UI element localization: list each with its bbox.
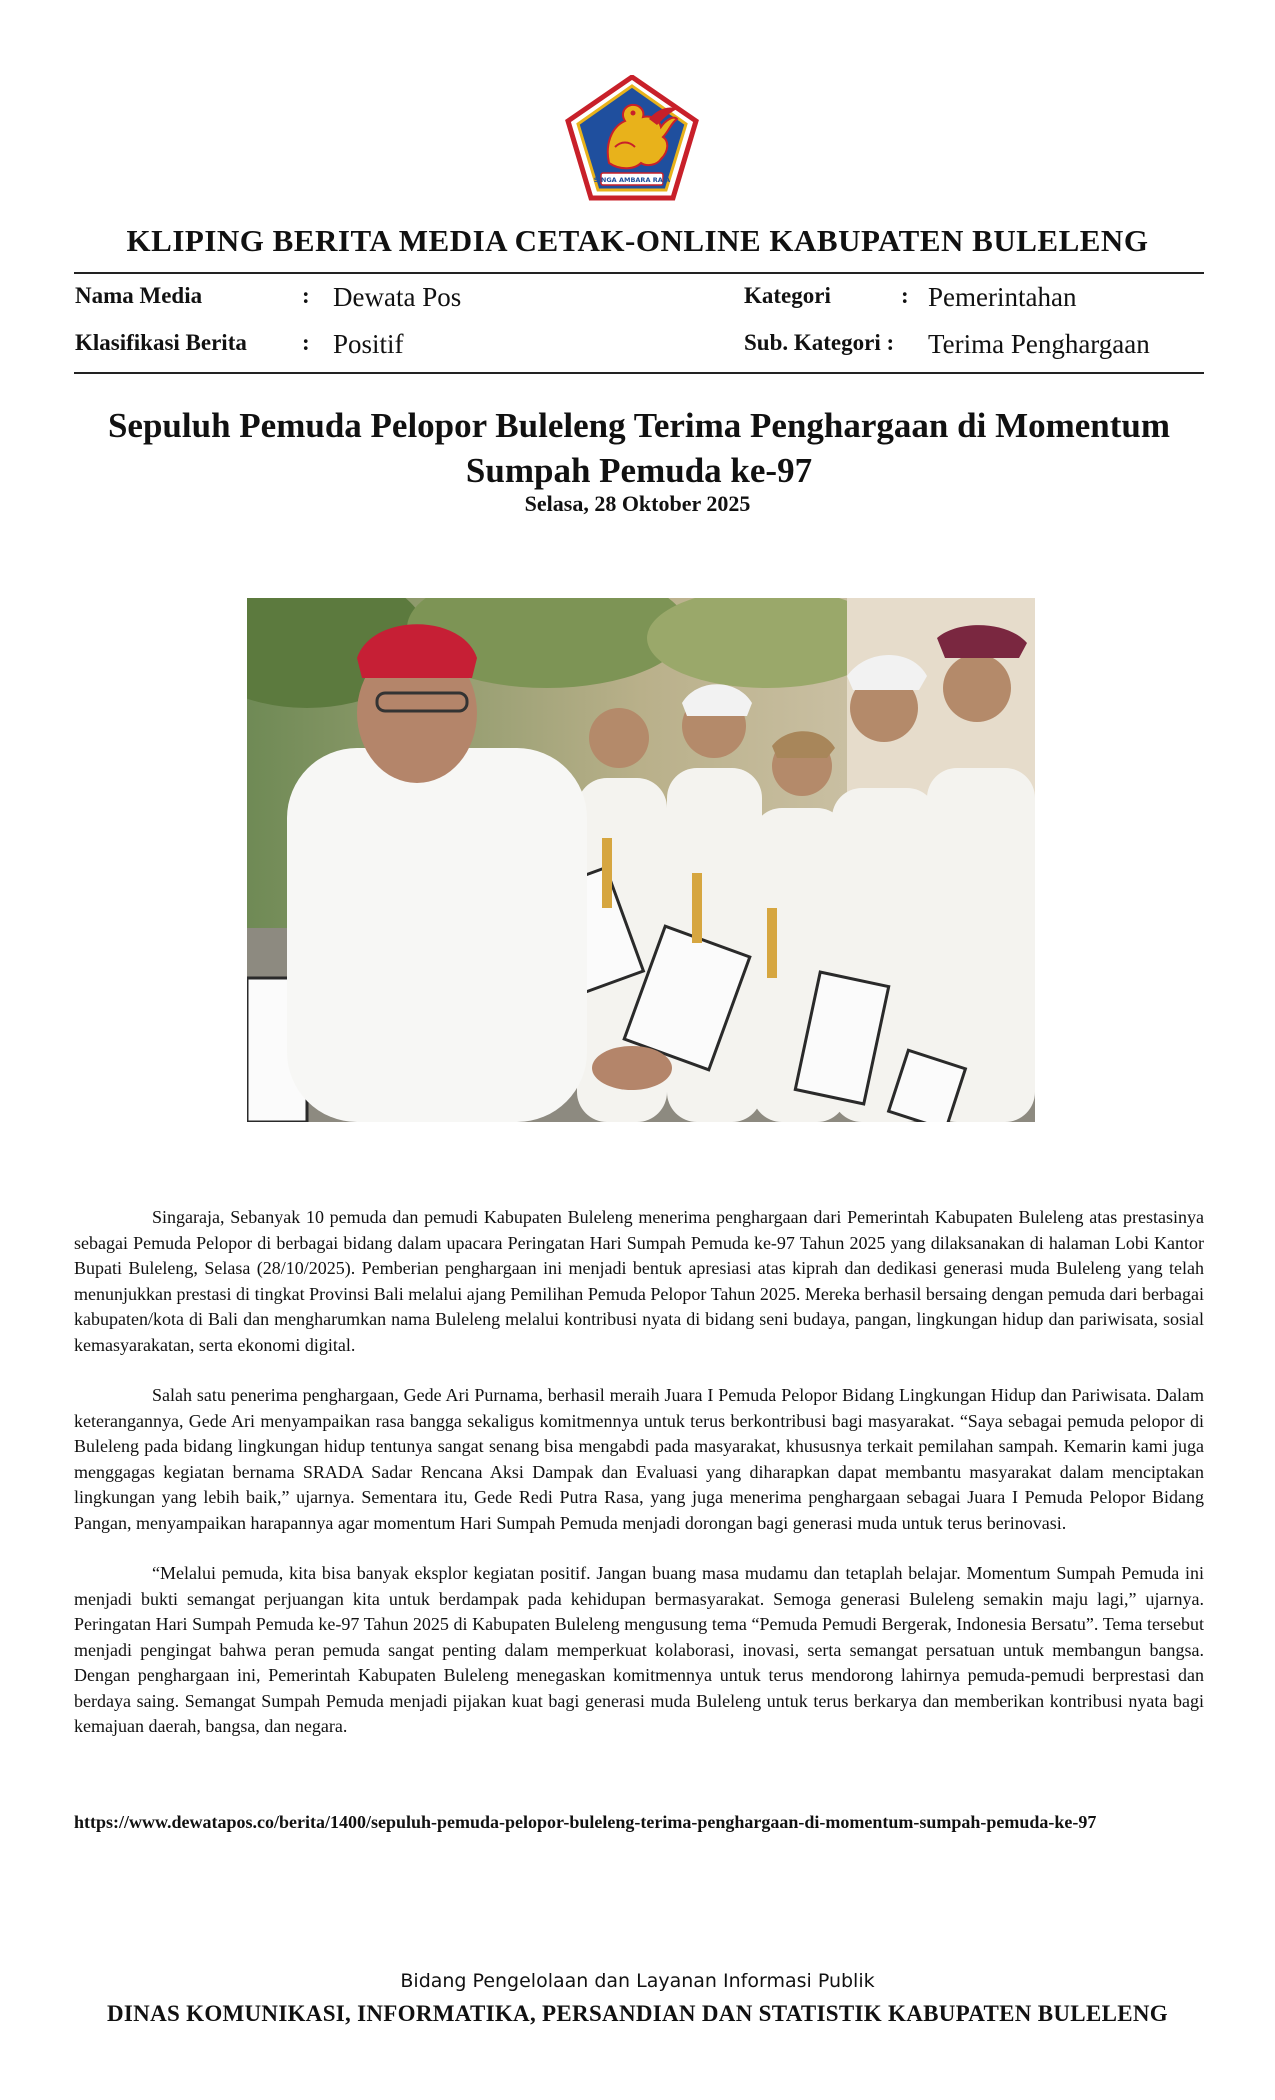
header-divider-bottom — [74, 372, 1204, 374]
article-paragraph: “Melalui pemuda, kita bisa banyak eksplor kegiatan positif. Jangan buang masa mudamu dan tetaplah belajar. Momentum Sumpah Pemuda ini menjadi bukti semangat perjuangan kita untuk berdampak pada kehidupan bermasyarakat. Semoga generasi Buleleng semakin maju lagi,” ujarnya. Peringatan Hari Sumpah Pemuda ke-97 Tahun 2025 di Kabupaten Buleleng mengusung tema “Pemuda Pemudi Bergerak, Indonesia Bersatu”. Tema tersebut menjadi pengingat bahwa peran pemuda sangat penting dalam memperkuat kolaborasi, inovasi, serta semangat persatuan untuk membangun bangsa. Dengan penghargaan ini, Pemerintah Kabupaten Buleleng menegaskan komitmennya untuk terus mendorong lahirnya pemuda-pemudi berprestasi dan berdaya saing. Semangat Sumpah Pemuda menjadi pijakan kuat bagi generasi muda Buleleng untuk terus berkarya dan memberikan kontribusi nyata bagi kemajuan daerah, bangsa, dan negara. — [74, 1563, 1204, 1736]
logo-motto: SINGA AMBARA RAJA — [593, 176, 671, 184]
category-colon: : — [901, 283, 909, 308]
article-date: Selasa, 28 Oktober 2025 — [524, 491, 751, 516]
subcategory-value: Terima Penghargaan — [928, 329, 1150, 359]
article-title: Sepuluh Pemuda Pelopor Buleleng Terima Penghargaan di Momentum Sumpah Pemuda ke-97 — [107, 406, 1171, 490]
media-label: Nama Media — [75, 283, 203, 308]
buleleng-regency-logo — [565, 75, 699, 201]
classification-label: Klasifikasi Berita — [75, 330, 247, 355]
subcategory-label: Sub. Kategori : — [744, 330, 895, 355]
clipping-header-title: KLIPING BERITA MEDIA CETAK-ONLINE KABUPATEN BULELENG — [126, 223, 1149, 258]
media-colon: : — [302, 283, 310, 308]
classification-colon: : — [302, 330, 310, 355]
article-photo — [247, 598, 1035, 1122]
article-body — [74, 1205, 1204, 1765]
category-value: Pemerintahan — [928, 282, 1077, 312]
source-link[interactable]: https://www.dewatapos.co/berita/1400/sepuluh-pemuda-pelopor-buleleng-terima-penghargaan-di-momentum-sumpah-pemuda-ke-97 — [74, 1812, 1097, 1832]
footer-unit: Bidang Pengelolaan dan Layanan Informasi Publik — [400, 1970, 875, 1992]
footer-agency: DINAS KOMUNIKASI, INFORMATIKA, PERSANDIAN DAN STATISTIK KABUPATEN BULELENG — [107, 2001, 1168, 2026]
header-divider-top — [74, 272, 1204, 274]
media-value: Dewata Pos — [333, 282, 462, 312]
article-paragraph: Singaraja, Sebanyak 10 pemuda dan pemudi Kabupaten Buleleng menerima penghargaan dari Pemerintah Kabupaten Buleleng atas prestasinya sebagai Pemuda Pelopor di berbagai bidang dalam upacara Peringatan Hari Sumpah Pemuda ke-97 Tahun 2025 yang dilaksanakan di halaman Lobi Kantor Bupati Buleleng, Selasa (28/10/2025). Pemberian penghargaan ini menjadi bentuk apresiasi atas kiprah dan dedikasi generasi muda Buleleng yang telah menunjukkan prestasi di tingkat Provinsi Bali melalui ajang Pemilihan Pemuda Pelopor Tahun 2025. Mereka berhasil bersaing dengan pemuda dari berbagai kabupaten/kota di Bali dan mengharumkan nama Buleleng melalui kontribusi nyata di bidang seni budaya, pangan, lingkungan hidup dan pariwisata, sosial kemasyarakatan, serta ekonomi digital. — [74, 1207, 1204, 1355]
classification-value: Positif — [333, 329, 404, 359]
article-paragraph: Salah satu penerima penghargaan, Gede Ari Purnama, berhasil meraih Juara I Pemuda Pelopor Bidang Lingkungan Hidup dan Pariwisata. Dalam keterangannya, Gede Ari menyampaikan rasa bangga sekaligus komitmennya untuk terus berkontribusi bagi masyarakat. “Saya sebagai pemuda pelopor di Buleleng pada bidang lingkungan hidup tentunya sangat senang bisa mengabdi pada masyarakat, khususnya terkait pemilahan sampah. Kemarin kami juga menggagas kegiatan bernama SRADA Sadar Rencana Aksi Dampak dan Evaluasi yang diharapkan dapat membantu masyarakat dalam menciptakan lingkungan yang lebih baik,” ujarnya. Sementara itu, Gede Redi Putra Rasa, yang juga menerima penghargaan sebagai Juara I Pemuda Pelopor Bidang Pangan, menyampaikan harapannya agar momentum Hari Sumpah Pemuda menjadi dorongan bagi generasi muda untuk terus berinovasi. — [74, 1385, 1204, 1533]
category-label: Kategori — [744, 283, 831, 308]
